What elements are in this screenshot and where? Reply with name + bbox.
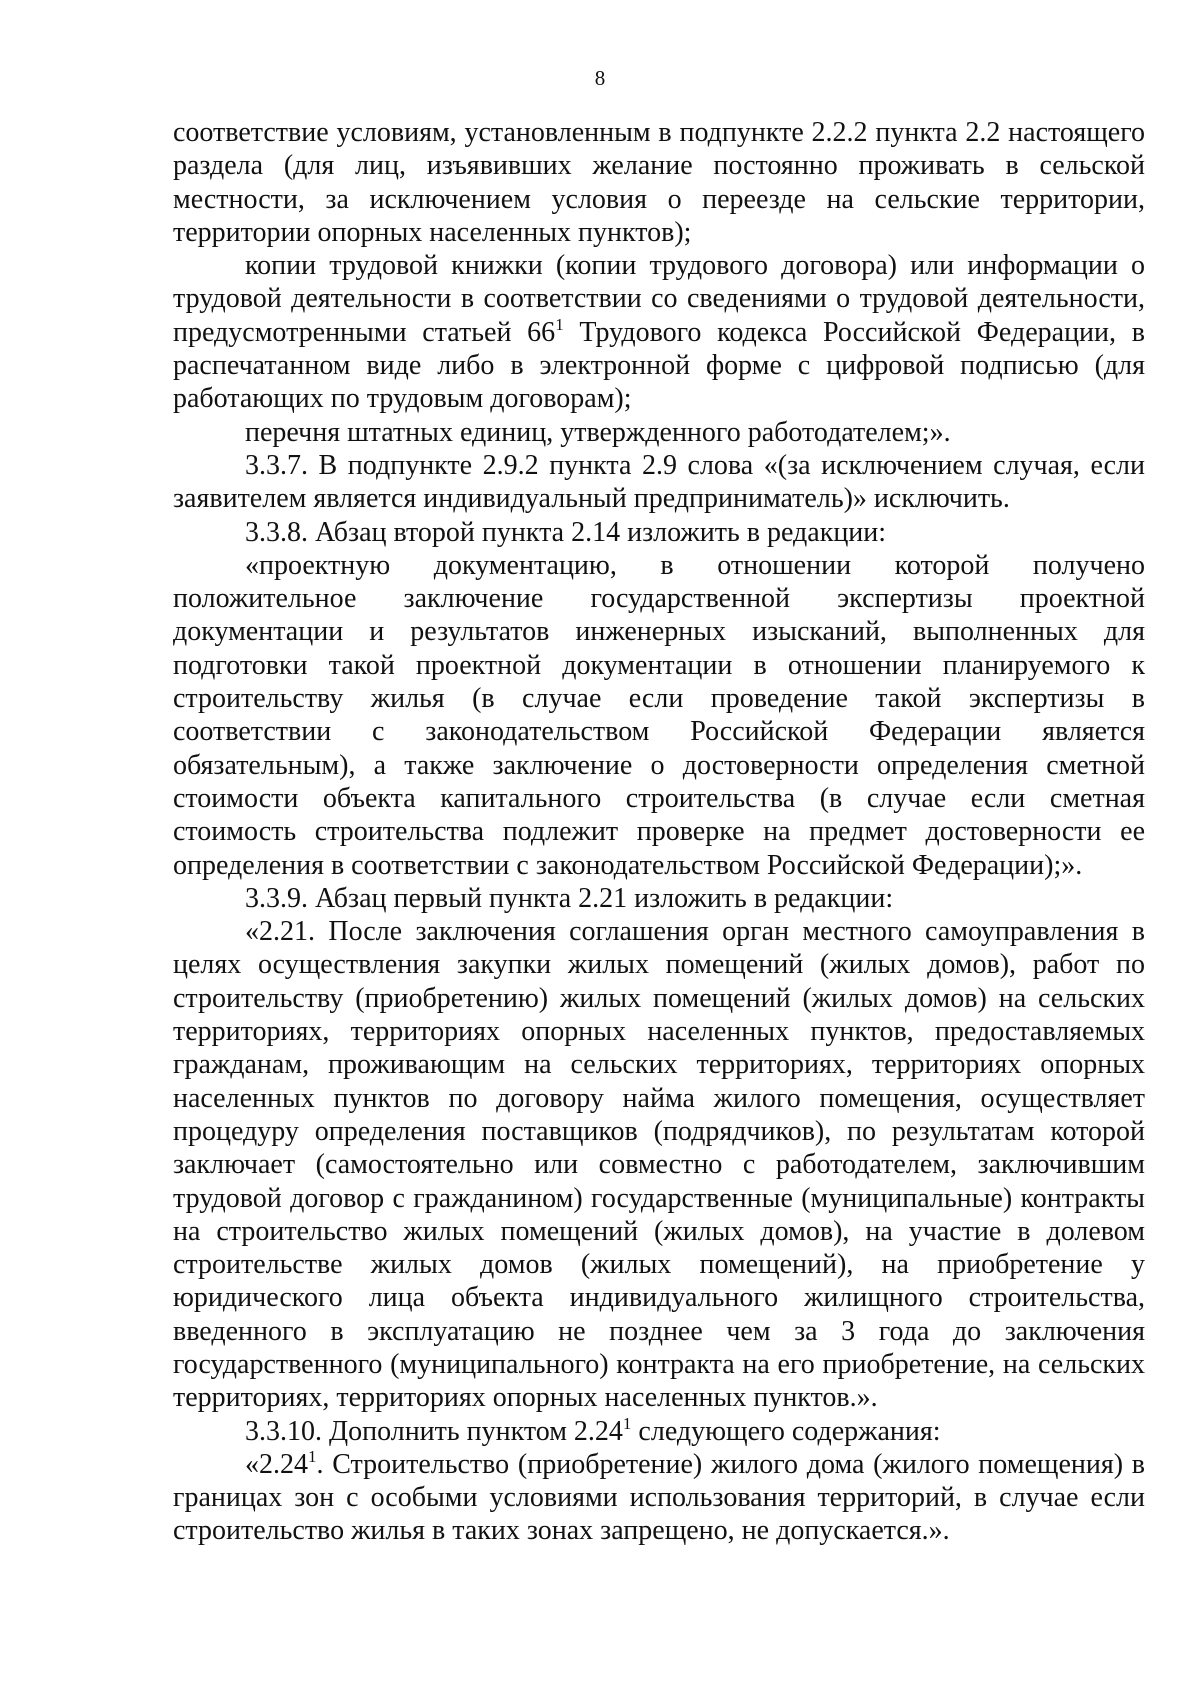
paragraph-text: следующего содержания: [631,1415,941,1447]
paragraph-text: Трудового кодекса Российской Федерации, в распечатанном виде либо в электронной форме с цифровой подписью (для работающих по трудовым договорам); [173,316,1145,415]
paragraph-clause-3-3-9: 3.3.9. Абзац первый пункта 2.21 изложить в редакции: [245,882,894,914]
superscript-mark: 1 [622,1413,632,1433]
superscript-mark: 1 [555,314,564,334]
paragraph-text: . Строительство (приобретение) жилого дома (жилого помещения) в границах зон с особыми условиями использования территорий, в случае если строительство жилья в таких зонах запрещено, не допускается.». [173,1448,1145,1547]
paragraph-clause-2-21: «2.21. После заключения соглашения орган местного самоуправления в целях осуществления закупки жилых помещений (жилых домов), работ по строительству (приобретению) жилых помещений (жилых домов) на сельских территориях, территориях опорных населенных пунктов, предоставляемых гражданам, проживающим на сельских территориях, территориях опорных населенных пунктов по договору найма жилого помещения, осуществляет процедуру определения поставщиков (подрядчиков), по результатам которой заключает (самостоятельно или совместно с работодателем, заключившим трудовой договор с гражданином) государственные (муниципальные) контракты на строительство жилых помещений (жилых домов), на участие в долевом строительстве жилых домов (жилых помещений), на приобретение у юридического лица объекта индивидуального жилищного строительства, введенного в эксплуатацию не позднее чем за 3 года до заключения государственного (муниципального) контракта на его приобретение, на сельских территориях, территориях опорных населенных пунктов.». [173,916,1145,1414]
document-body [173,116,1145,1548]
paragraph-text: «2.24 [245,1448,308,1480]
paragraph-project-documentation: «проектную документацию, в отношении которой получено положительное заключение государственной экспертизы проектной документации и результатов инженерных изысканий, выполненных для подготовки такой проектной документации в отношении планируемого к строительству жилья (в случае если проведение такой экспертизы в соответствии с законодательством Российской Федерации является обязательным), а также заключение о достоверности определения сметной стоимости объекта капитального строительства (в случае если сметная стоимость строительства подлежит проверке на предмет достоверности ее определения в соответствии с законодательством Российской Федерации);». [173,549,1145,881]
paragraph-clause-3-3-10 [173,1415,1145,1448]
paragraph-clause-3-3-8: 3.3.8. Абзац второй пункта 2.14 изложить в редакции: [245,516,887,548]
paragraph-clause-3-3-7: 3.3.7. В подпункте 2.9.2 пункта 2.9 слова «(за исключением случая, если заявителем является индивидуальный предприниматель)» исключить. [173,449,1145,515]
superscript-mark: 1 [308,1446,317,1466]
paragraph-text: 3.3.10. Дополнить пунктом 2.24 [245,1415,623,1447]
paragraph-conditions-compliance: соответствие условиям, установленным в подпункте 2.2.2 пункта 2.2 настоящего раздела (для лиц, изъявивших желание постоянно проживать в сельской местности, за исключением условия о переезде на сельские территории, территории опорных населенных пунктов); [173,117,1145,248]
paragraph-clause-2-24-1 [173,1448,1145,1548]
page-number: 8 [594,66,606,90]
paragraph-staff-list: перечня штатных единиц, утвержденного работодателем;». [245,416,951,448]
paragraph-employment-record-copies [173,249,1145,415]
paragraph-text: копии трудовой книжки (копии трудового договора) или информации о трудовой деятельности в соответствии со сведениями о трудовой деятельности, предусмотренными статьей 66 [173,250,1145,348]
